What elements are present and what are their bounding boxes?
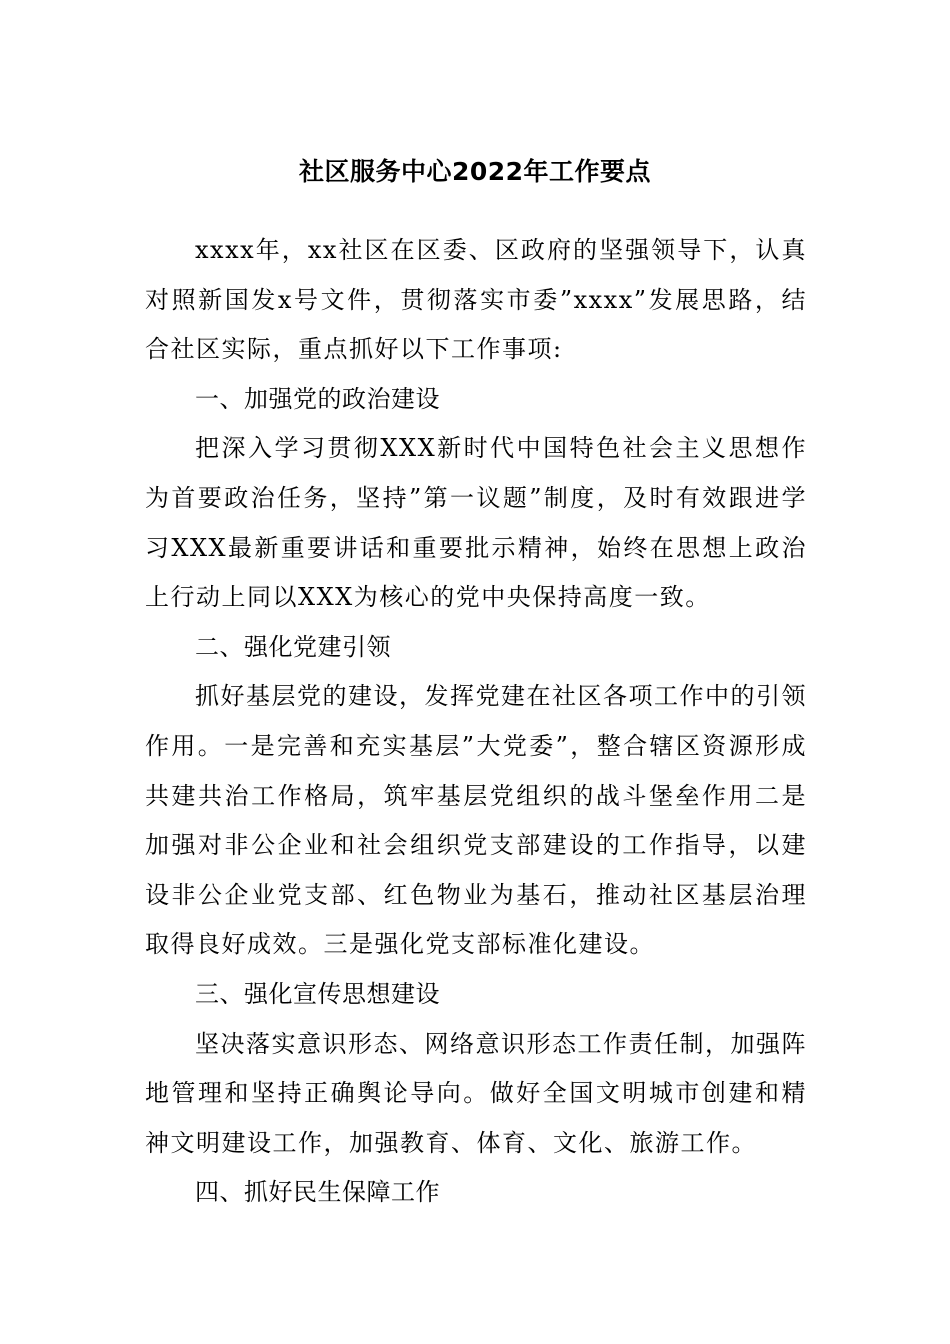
document-title: 社区服务中心2022年工作要点 (298, 157, 652, 186)
section-heading-2: 二、强化党建引领 (195, 632, 391, 661)
document-body (145, 226, 807, 1218)
section-paragraph-1: 把深入学习贯彻XXX新时代中国特色社会主义思想作为首要政治任务，坚持”第一议题”制度，及时有效跟进学习XXX最新重要讲话和重要批示精神，始终在思想上政治上行动上同以XXX为核心的党中央保持高度一致。 (145, 434, 807, 612)
section-heading-3: 三、强化宣传思想建设 (195, 979, 440, 1008)
section-heading-4: 四、抓好民生保障工作 (195, 1178, 440, 1207)
section-heading-1: 一、加强党的政治建设 (195, 384, 440, 413)
section-paragraph-2: 抓好基层党的建设，发挥党建在社区各项工作中的引领作用。一是完善和充实基层”大党委”，整合辖区资源形成共建共治工作格局，筑牢基层党组织的战斗堡垒作用二是加强对非公企业和社会组织党支部建设的工作指导，以建设非公企业党支部、红色物业为基石，推动社区基层治理取得良好成效。三是强化党支部标准化建设。 (145, 682, 807, 959)
section-paragraph-3: 坚决落实意识形态、网络意识形态工作责任制，加强阵地管理和坚持正确舆论导向。做好全国文明城市创建和精神文明建设工作，加强教育、体育、文化、旅游工作。 (145, 1029, 807, 1157)
intro-paragraph: xxxx年，xx社区在区委、区政府的坚强领导下，认真对照新国发x号文件，贯彻落实市委”xxxx”发展思路，结合社区实际，重点抓好以下工作事项: (145, 236, 807, 364)
